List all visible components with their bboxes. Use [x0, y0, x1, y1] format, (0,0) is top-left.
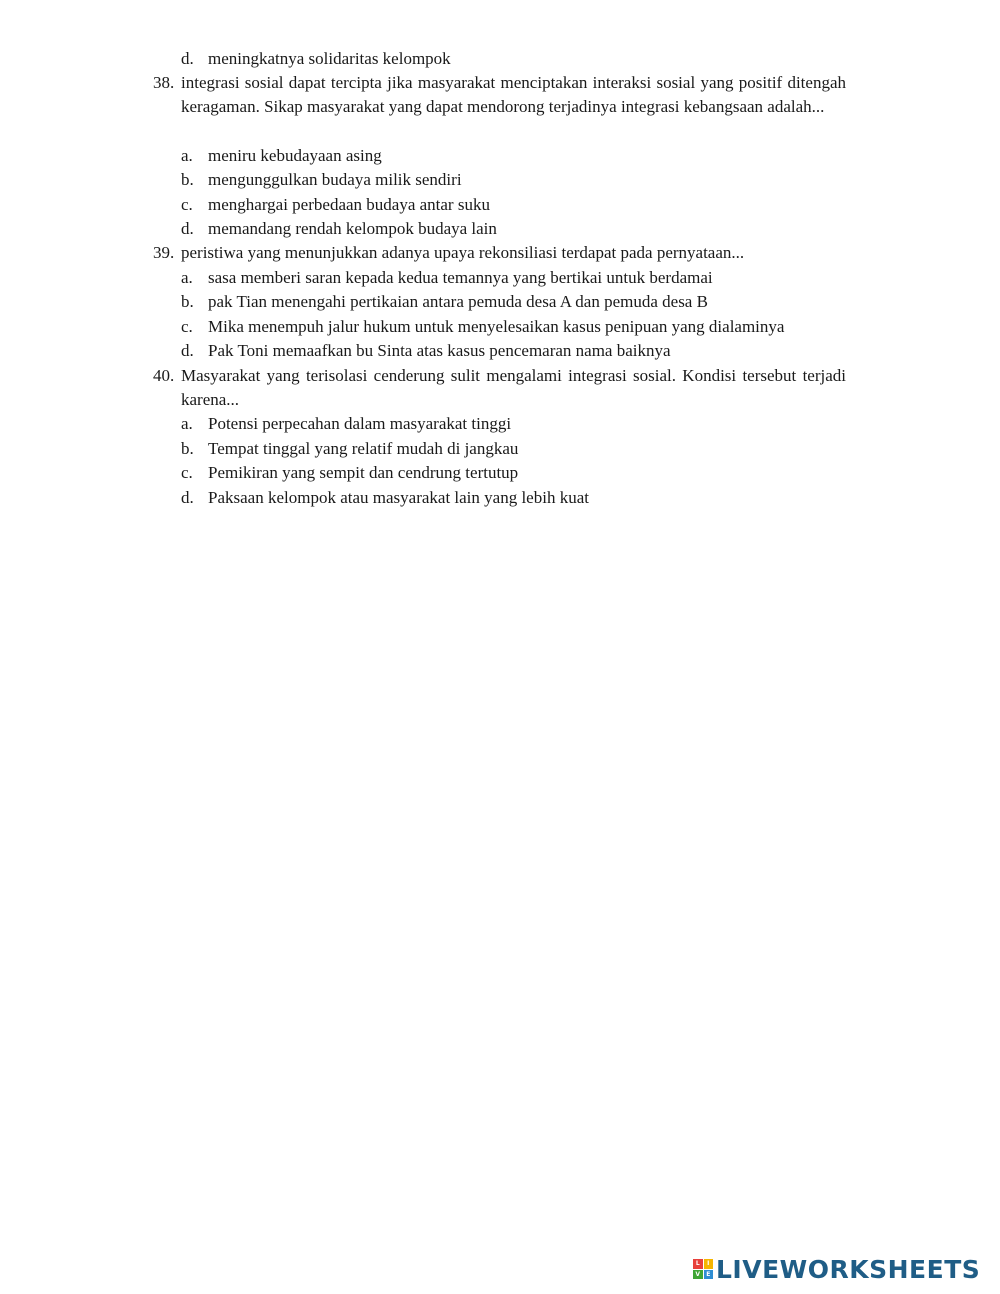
option-letter: d. [181, 219, 194, 238]
option-letter: c. [181, 463, 193, 482]
option-text: Pak Toni memaafkan bu Sinta atas kasus pencemaran nama baiknya [208, 341, 671, 360]
option-letter: b. [181, 439, 194, 458]
option-text: meningkatnya solidaritas kelompok [208, 49, 451, 68]
option-letter: a. [181, 268, 193, 287]
option-text: Pemikiran yang sempit dan cendrung tertutup [208, 463, 519, 482]
option-letter: b. [181, 170, 194, 189]
question-text: integrasi sosial dapat tercipta jika masyarakat menciptakan interaksi sosial yang positif ditengah keragaman. Sikap masyarakat yang dapat mendorong terjadinya integrasi kebangsaan adalah... [181, 73, 846, 117]
option-text: Potensi perpecahan dalam masyarakat tinggi [208, 414, 512, 433]
question-text: Masyarakat yang terisolasi cenderung sulit mengalami integrasi sosial. Kondisi tersebut terjadi karena... [181, 366, 846, 410]
option-text: pak Tian menengahi pertikaian antara pemuda desa A dan pemuda desa B [208, 292, 708, 311]
option-text: menghargai perbedaan budaya antar suku [208, 195, 490, 214]
option-letter: c. [181, 195, 193, 214]
option-letter: d. [181, 488, 194, 507]
logo-grid-icon [693, 1259, 713, 1279]
question-text: peristiwa yang menunjukkan adanya upaya rekonsiliasi terdapat pada pernyataan... [181, 243, 745, 262]
question-number: 40. [153, 366, 175, 385]
liveworksheets-logo [693, 1255, 980, 1283]
option-letter: a. [181, 414, 193, 433]
logo-grid-cell: I [704, 1259, 714, 1269]
question-number: 38. [153, 73, 175, 92]
option-text: mengunggulkan budaya milik sendiri [208, 170, 462, 189]
option-letter: c. [181, 317, 193, 336]
logo-grid-cell: V [693, 1270, 703, 1280]
option-letter: d. [181, 49, 194, 68]
option-text: Paksaan kelompok atau masyarakat lain yang lebih kuat [208, 488, 589, 507]
option-letter: d. [181, 341, 194, 360]
option-text: Mika menempuh jalur hukum untuk menyelesaikan kasus penipuan yang dialaminya [208, 317, 785, 336]
question-number: 39. [153, 243, 175, 262]
logo-grid-cell: L [693, 1259, 703, 1269]
option-text: Tempat tinggal yang relatif mudah di jangkau [208, 439, 519, 458]
option-text: meniru kebudayaan asing [208, 146, 382, 165]
option-text: memandang rendah kelompok budaya lain [208, 219, 497, 238]
logo-text: LIVEWORKSHEETS [716, 1254, 981, 1284]
option-letter: a. [181, 146, 193, 165]
option-letter: b. [181, 292, 194, 311]
option-text: sasa memberi saran kepada kedua temannya yang bertikai untuk berdamai [208, 268, 713, 287]
logo-grid-cell: E [704, 1270, 714, 1280]
